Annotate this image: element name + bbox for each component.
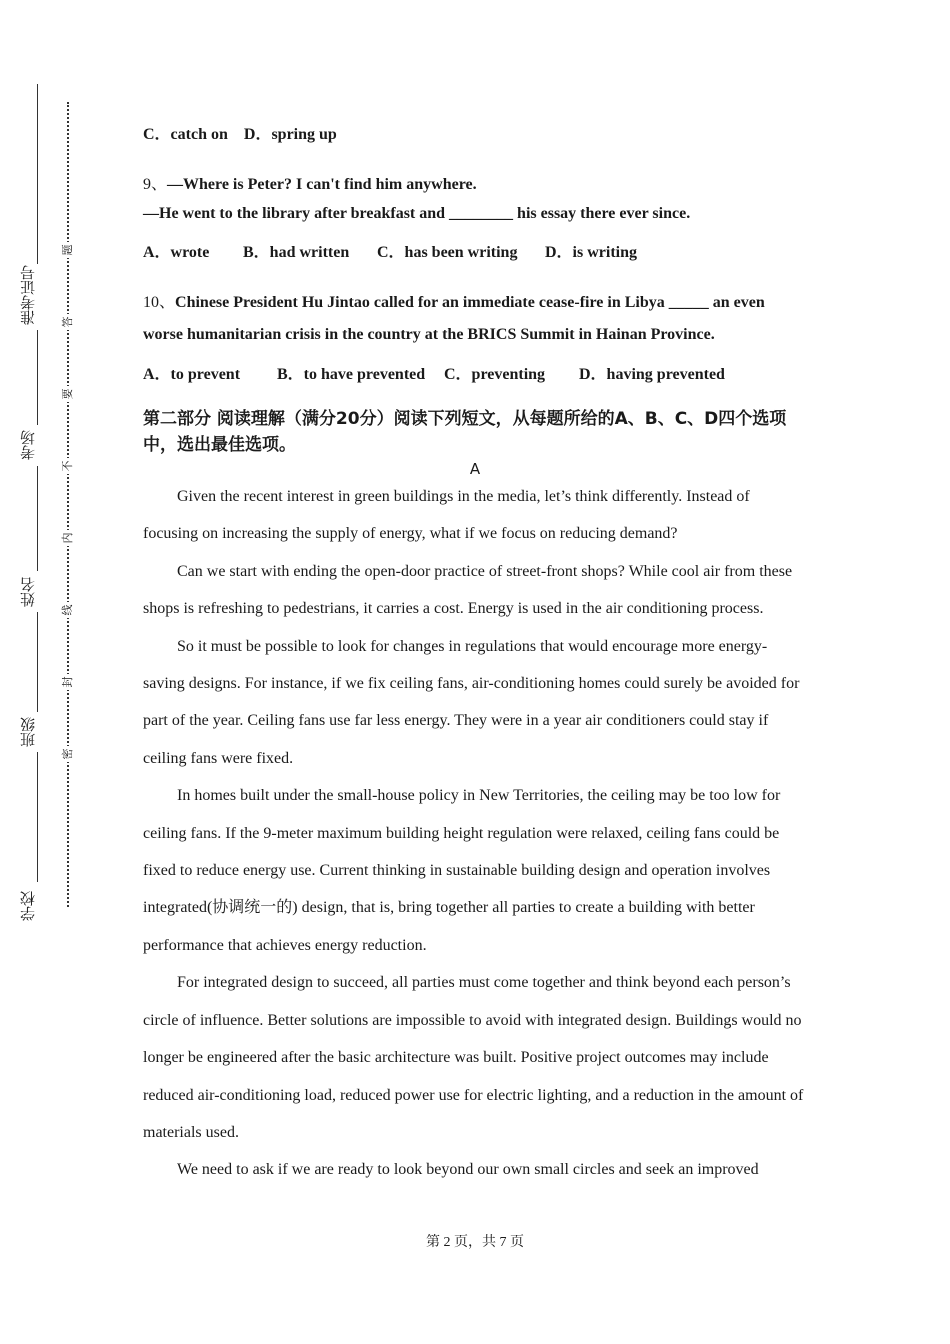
passage-paragraph: So it must be possible to look for changes in regulations that would encourage more energy-saving designs. For instance, if we fix ceiling fans, air-conditioning homes could surely be avoided for part of the year. Ceiling fans use far less energy. They were in a year air conditioners could stay if ceiling fans were fixed. (143, 637, 800, 767)
seal-char: 要 (60, 386, 76, 402)
seal-dotted-line (67, 102, 69, 907)
margin-line-2 (37, 330, 38, 425)
margin-label-class: 班级 (19, 717, 37, 747)
section-title: 第二部分 阅读理解（满分20分）阅读下列短文，从每题所给的A、B、C、D四个选项中，选出最佳选项。 (143, 409, 787, 455)
margin-line-3 (37, 466, 38, 571)
q9-prompt (143, 171, 477, 194)
q8-options: C．catch on D．spring up (143, 126, 337, 143)
margin-line-5 (37, 752, 38, 882)
q10-prompt-text: Chinese President Hu Jintao called for an immediate cease-fire in Libya _____ an even (175, 294, 765, 311)
seal-char: 封 (60, 674, 76, 690)
margin-line-top (37, 84, 38, 264)
seal-char: 线 (60, 602, 76, 618)
q9-option-c: C．has been writing (377, 244, 518, 261)
q10-option-d: D．having prevented (579, 366, 725, 383)
margin-label-exam-number: 准考证号 (19, 265, 37, 325)
passage-paragraph: Can we start with ending the open-door practice of street-front shops? While cool air from these shops is refreshing to pedestrians, it carries a cost. Energy is used in the air conditioning process. (143, 562, 793, 618)
q9-reply: —He went to the library after breakfast and ________ his essay there ever since. (143, 205, 691, 222)
margin-label-exam-room: 考场 (19, 430, 37, 460)
q9-options (143, 239, 637, 262)
q9-prompt-text: —Where is Peter? I can't find him anywhere. (167, 176, 477, 193)
passage-paragraph: We need to ask if we are ready to look beyond our own small circles and seek an improved (177, 1161, 759, 1179)
seal-char: 答 (60, 314, 76, 330)
margin-label-school: 学校 (19, 891, 37, 921)
q9-number: 9、 (143, 176, 168, 193)
seal-char: 内 (60, 530, 76, 546)
q9-option-d: D．is writing (545, 244, 638, 261)
page-footer: 第 2 页，共 7 页 (426, 1235, 524, 1250)
q10-option-a: A．to prevent (143, 366, 241, 383)
q10-prompt-line1 (143, 289, 765, 312)
q10-number: 10、 (143, 294, 176, 311)
margin-line-4 (37, 612, 38, 712)
seal-char: 密 (60, 746, 76, 762)
passage-letter: A (469, 460, 481, 478)
q10-option-b: B．to have prevented (277, 366, 426, 383)
seal-char: 不 (60, 458, 76, 474)
q9-option-b: B．had written (243, 244, 350, 261)
q10-options (143, 361, 725, 384)
passage-paragraph: For integrated design to succeed, all parties must come together and think beyond each person’s circle of influence. Better solutions are impossible to avoid with integrated design. Buildings would no longer be engineered after the basic architecture was built. Positive project outcomes may include reduced air-conditioning load, reduced power use for electric lighting, and a reduction in the amount of materials used. (143, 974, 804, 1141)
margin-label-name: 姓名 (19, 577, 37, 607)
passage (143, 478, 808, 1189)
q10-prompt-line2: worse humanitarian crisis in the country at the BRICS Summit in Hainan Province. (143, 326, 715, 343)
passage-paragraph: Given the recent interest in green buildings in the media, let’s think differently. Instead of focusing on increasing the supply of energy, what if we focus on reducing demand? (143, 488, 750, 543)
q10-option-c: C．preventing (444, 366, 546, 383)
seal-char: 题 (60, 242, 76, 258)
passage-paragraph: In homes built under the small-house policy in New Territories, the ceiling may be too low for ceiling fans. If the 9-meter maximum building height regulation were relaxed, ceiling fans could be fixed to reduce energy use. Current thinking in sustainable building design and operation involves integrated(协调统一的) design, that is, bring together all parties to create a building with better performance that achieves energy reduction. (143, 787, 781, 954)
q9-option-a: A．wrote (143, 244, 210, 261)
